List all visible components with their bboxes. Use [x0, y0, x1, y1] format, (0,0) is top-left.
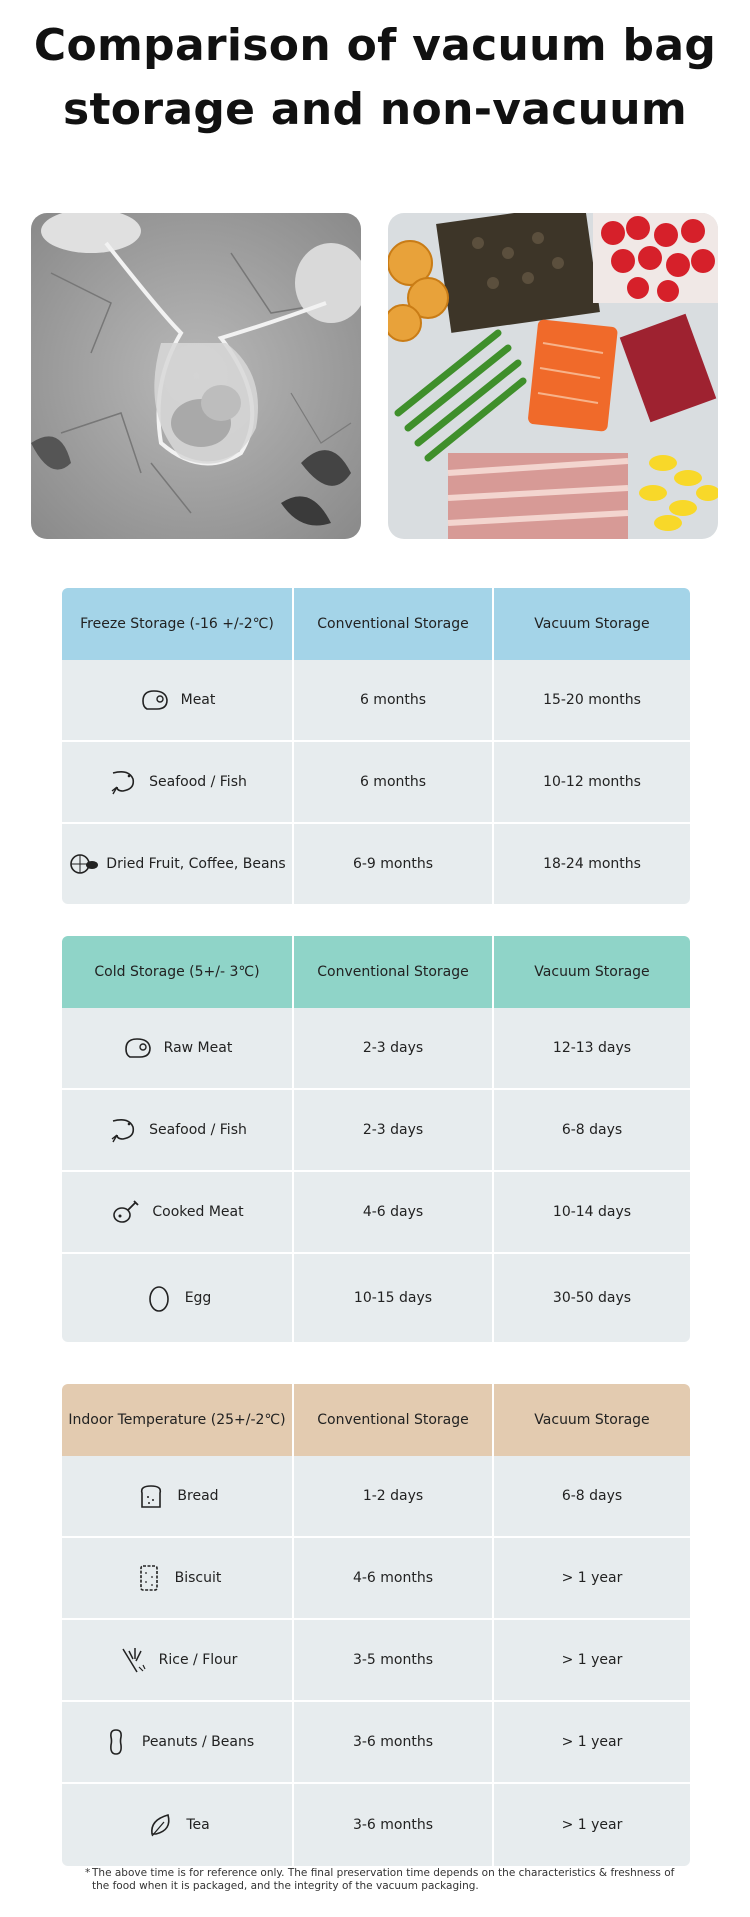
footnote-line-2: the food when it is packaged, and the integrity of the vacuum packaging.: [92, 1880, 479, 1892]
food-label: Seafood / Fish: [149, 774, 247, 790]
table-row: [62, 1700, 690, 1782]
table-header: [62, 1384, 690, 1456]
bread-icon: [135, 1481, 167, 1511]
table-header: [62, 588, 690, 660]
vacuum-sealed-food-photo: [388, 213, 718, 539]
table-row: [62, 1008, 690, 1088]
meat-icon: [122, 1033, 154, 1063]
vacuum-time: 10-12 months: [494, 742, 690, 822]
table-row: [62, 1456, 690, 1536]
dried-fruit-icon: [68, 849, 100, 879]
table-row: [62, 1170, 690, 1252]
tea-leaf-icon: [144, 1810, 176, 1840]
vacuum-time: 18-24 months: [494, 824, 690, 904]
table-row: [62, 660, 690, 740]
cold-storage-table: [62, 936, 690, 1342]
food-label: Egg: [184, 1290, 212, 1306]
vacuum-time: > 1 year: [494, 1702, 690, 1782]
vacuum-time: 6-8 days: [494, 1090, 690, 1170]
vacuum-time: 12-13 days: [494, 1008, 690, 1088]
conventional-time: 3-5 months: [294, 1620, 494, 1700]
food-label: Peanuts / Beans: [141, 1734, 255, 1750]
table-row: [62, 1618, 690, 1700]
vacuum-time: > 1 year: [494, 1620, 690, 1700]
conventional-time: 2-3 days: [294, 1008, 494, 1088]
header-conventional: Conventional Storage: [294, 936, 494, 1008]
food-label: Cooked Meat: [152, 1204, 244, 1220]
food-label: Rice / Flour: [158, 1652, 238, 1668]
header-category: Indoor Temperature (25+/-2℃): [62, 1384, 294, 1456]
header-vacuum: Vacuum Storage: [494, 1384, 690, 1456]
vacuum-time: 6-8 days: [494, 1456, 690, 1536]
indoor-storage-table: [62, 1384, 690, 1866]
food-label: Meat: [180, 692, 216, 708]
title-line-2: storage and non-vacuum: [62, 84, 688, 135]
header-vacuum: Vacuum Storage: [494, 936, 690, 1008]
non-vacuum-bag-photo: [31, 213, 361, 539]
conventional-time: 2-3 days: [294, 1090, 494, 1170]
meat-icon: [139, 685, 171, 715]
table-row: [62, 1088, 690, 1170]
header-conventional: Conventional Storage: [294, 588, 494, 660]
freeze-storage-table: [62, 588, 690, 904]
egg-icon: [143, 1283, 175, 1313]
shrimp-icon: [107, 1115, 139, 1145]
conventional-time: 1-2 days: [294, 1456, 494, 1536]
footnote: [85, 1867, 692, 1893]
shrimp-icon: [107, 767, 139, 797]
vacuum-time: 30-50 days: [494, 1254, 690, 1342]
biscuit-icon: [133, 1563, 165, 1593]
conventional-time: 3-6 months: [294, 1784, 494, 1866]
conventional-time: 4-6 months: [294, 1538, 494, 1618]
drumstick-icon: [110, 1197, 142, 1227]
header-conventional: Conventional Storage: [294, 1384, 494, 1456]
food-label: Seafood / Fish: [149, 1122, 247, 1138]
conventional-time: 6 months: [294, 660, 494, 740]
conventional-time: 4-6 days: [294, 1172, 494, 1252]
food-label: Dried Fruit, Coffee, Beans: [106, 856, 286, 872]
title-line-1: Comparison of vacuum bag: [33, 20, 717, 71]
header-category: Freeze Storage (-16 +/-2℃): [62, 588, 294, 660]
vacuum-time: > 1 year: [494, 1538, 690, 1618]
footnote-line-1: The above time is for reference only. The final preservation time depends on the characteristics & freshness of: [92, 1867, 675, 1879]
table-header: [62, 936, 690, 1008]
table-row: [62, 1536, 690, 1618]
vacuum-time: > 1 year: [494, 1784, 690, 1866]
food-label: Bread: [177, 1488, 219, 1504]
food-label: Raw Meat: [163, 1040, 233, 1056]
table-row: [62, 822, 690, 904]
conventional-time: 3-6 months: [294, 1702, 494, 1782]
header-vacuum: Vacuum Storage: [494, 588, 690, 660]
page-title: [0, 14, 750, 142]
table-row: [62, 1782, 690, 1866]
food-label: Tea: [186, 1817, 210, 1833]
food-label: Biscuit: [174, 1570, 222, 1586]
header-category: Cold Storage (5+/- 3℃): [62, 936, 294, 1008]
conventional-time: 6-9 months: [294, 824, 494, 904]
footnote-star: *: [85, 1867, 91, 1879]
table-row: [62, 740, 690, 822]
wheat-icon: [117, 1645, 149, 1675]
vacuum-time: 10-14 days: [494, 1172, 690, 1252]
conventional-time: 6 months: [294, 742, 494, 822]
peanut-icon: [100, 1727, 132, 1757]
vacuum-time: 15-20 months: [494, 660, 690, 740]
conventional-time: 10-15 days: [294, 1254, 494, 1342]
table-row: [62, 1252, 690, 1342]
